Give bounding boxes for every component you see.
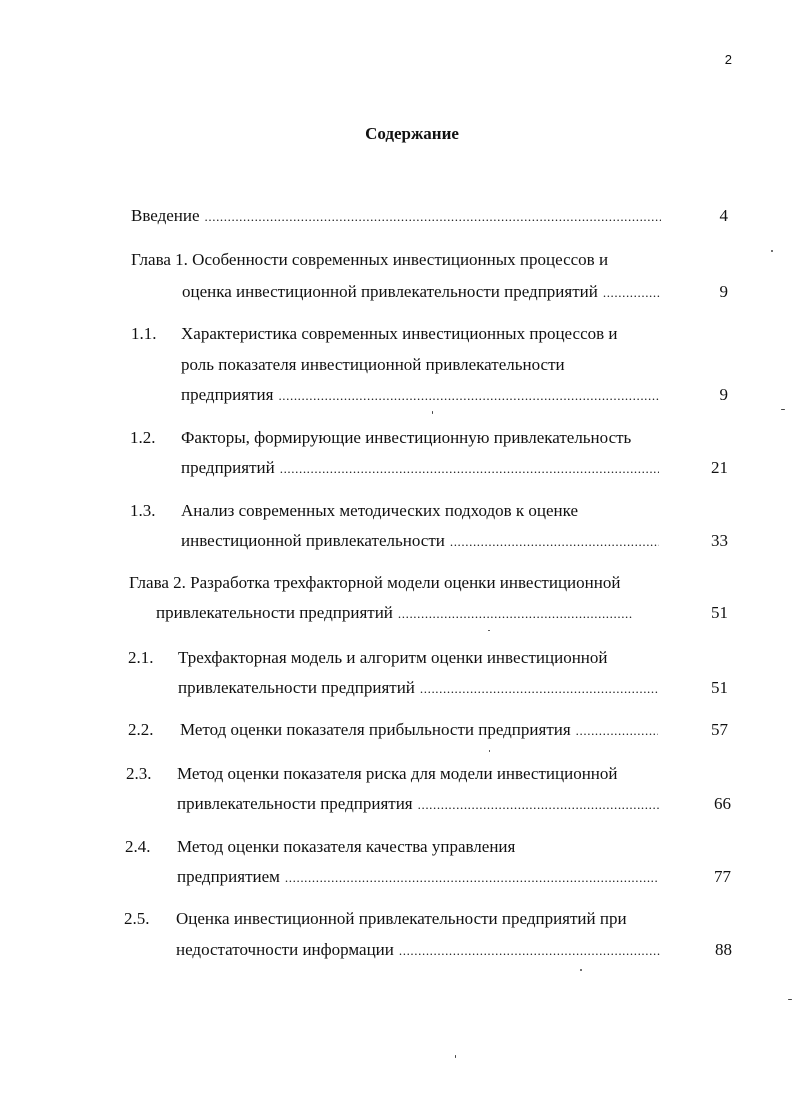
toc-section-2-3-line-2 bbox=[177, 793, 659, 815]
dot-leader bbox=[280, 458, 659, 480]
toc-entry-text: привлекательности предприятий bbox=[178, 678, 415, 697]
toc-section-2-5-line-1: Оценка инвестиционной привлекательности предприятий при bbox=[176, 909, 627, 928]
toc-section-2-2-line-1 bbox=[180, 719, 658, 741]
toc-section-1-1-line-2: роль показателя инвестиционной привлекательности bbox=[181, 355, 565, 374]
scan-speck bbox=[771, 250, 773, 252]
toc-section-1-3-line-2 bbox=[181, 530, 659, 552]
dot-leader bbox=[205, 206, 661, 228]
toc-page-number: 57 bbox=[711, 720, 728, 739]
toc-section-2-1-line-2 bbox=[178, 677, 658, 699]
scan-speck bbox=[455, 1055, 456, 1058]
toc-page-number: 51 bbox=[711, 603, 728, 622]
toc-section-number: 1.2. bbox=[130, 428, 156, 447]
dot-leader bbox=[398, 603, 632, 625]
toc-section-number: 2.4. bbox=[125, 837, 151, 856]
scan-speck bbox=[489, 750, 490, 752]
toc-section-2-4-line-2 bbox=[177, 866, 659, 888]
scan-speck bbox=[488, 630, 490, 631]
toc-entry-text: оценка инвестиционной привлекательности предприятий bbox=[182, 282, 598, 301]
toc-section-2-3-line-1: Метод оценки показателя риска для модели инвестиционной bbox=[177, 764, 618, 783]
dot-leader bbox=[450, 531, 659, 553]
toc-section-number: 1.3. bbox=[130, 501, 156, 520]
toc-entry-text: Введение bbox=[131, 206, 200, 225]
toc-entry-text: предприятием bbox=[177, 867, 280, 886]
toc-title: Содержание bbox=[365, 124, 459, 143]
toc-section-number: 2.2. bbox=[128, 720, 154, 739]
toc-page-number: 4 bbox=[719, 206, 728, 225]
toc-section-2-5-line-2 bbox=[176, 939, 660, 961]
toc-section-1-2-line-1: Факторы, формирующие инвестиционную привлекательность bbox=[181, 428, 632, 447]
toc-entry-text: привлекательности предприятий bbox=[156, 603, 393, 622]
toc-section-1-2-line-2 bbox=[181, 457, 659, 479]
toc-section-1-3-line-1: Анализ современных методических подходов к оценке bbox=[181, 501, 579, 520]
dot-leader bbox=[603, 282, 660, 304]
toc-entry-text: Метод оценки показателя прибыльности предприятия bbox=[180, 720, 571, 739]
toc-section-2-4-line-1: Метод оценки показателя качества управления bbox=[177, 837, 516, 856]
toc-entry-text: инвестиционной привлекательности bbox=[181, 531, 445, 550]
dot-leader bbox=[285, 867, 659, 889]
dot-leader bbox=[278, 385, 659, 407]
toc-page-number: 9 bbox=[719, 385, 728, 404]
toc-chapter-1-line-2 bbox=[182, 281, 660, 303]
dot-leader bbox=[420, 678, 658, 700]
toc-entry-text: привлекательности предприятия bbox=[177, 794, 413, 813]
scan-speck bbox=[432, 411, 433, 414]
toc-page-number: 51 bbox=[711, 678, 728, 697]
toc-section-1-1-line-3 bbox=[181, 384, 659, 406]
scan-speck bbox=[781, 409, 785, 410]
scan-speck bbox=[580, 969, 582, 971]
dot-leader bbox=[399, 940, 660, 962]
toc-chapter-1-line-1: Глава 1. Особенности современных инвестиционных процессов и bbox=[131, 250, 609, 269]
toc-page-number: 33 bbox=[711, 531, 728, 550]
toc-section-number: 1.1. bbox=[131, 324, 157, 343]
toc-entry-text: недостаточности информации bbox=[176, 940, 394, 959]
toc-chapter-2-line-2 bbox=[156, 602, 632, 624]
toc-section-number: 2.3. bbox=[126, 764, 152, 783]
scan-speck bbox=[788, 999, 792, 1000]
toc-page-number: 88 bbox=[715, 940, 732, 959]
toc-section-number: 2.1. bbox=[128, 648, 154, 667]
toc-section-number: 2.5. bbox=[124, 909, 150, 928]
page-number: 2 bbox=[724, 52, 732, 67]
toc-page-number: 21 bbox=[711, 458, 728, 477]
toc-section-2-1-line-1: Трехфакторная модель и алгоритм оценки инвестиционной bbox=[178, 648, 608, 667]
toc-page-number: 66 bbox=[714, 794, 731, 813]
toc-page-number: 77 bbox=[714, 867, 731, 886]
toc-section-1-1-line-1: Характеристика современных инвестиционных процессов и bbox=[181, 324, 618, 343]
toc-entry-text: предприятия bbox=[181, 385, 274, 404]
toc-entry-text: предприятий bbox=[181, 458, 275, 477]
dot-leader bbox=[576, 720, 658, 742]
toc-chapter-2-line-1: Глава 2. Разработка трехфакторной модели оценки инвестиционной bbox=[129, 573, 621, 592]
toc-page-number: 9 bbox=[719, 282, 728, 301]
toc-entry-intro bbox=[131, 205, 661, 227]
dot-leader bbox=[418, 794, 659, 816]
